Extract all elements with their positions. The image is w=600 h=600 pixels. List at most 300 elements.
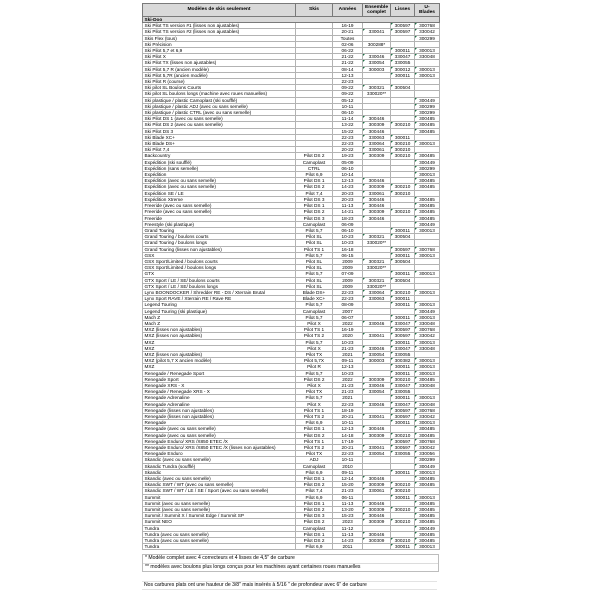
cell-ublades[interactable]: 300013 — [415, 339, 440, 345]
cell-runners[interactable]: 300011 — [391, 227, 415, 233]
cell-kit[interactable]: 300288* — [363, 41, 391, 47]
cell-runners[interactable]: 300011 — [391, 72, 415, 78]
cell-ublades[interactable]: 300485 — [415, 482, 440, 488]
cell-model[interactable]: Renegade Adrenaline — [143, 395, 296, 401]
cell-years[interactable]: 22-23 — [333, 141, 363, 147]
cell-model[interactable]: Renegade XRS - X — [143, 382, 296, 388]
cell-model[interactable]: Ski Pilot TS version #1 (lisses non ajustables) — [143, 23, 296, 29]
cell-runners[interactable]: 300382 — [391, 358, 415, 364]
cell-ublades[interactable]: 300013 — [415, 420, 440, 426]
cell-ski[interactable]: Pilot 5,7 — [296, 252, 333, 258]
cell-model[interactable]: Mach Z — [143, 314, 296, 320]
cell-years[interactable]: 11-12 — [333, 525, 363, 531]
cell-ski[interactable]: Pilot DS 2 — [296, 432, 333, 438]
cell-ublades[interactable]: 330042 — [415, 445, 440, 451]
cell-runners[interactable]: 300011 — [391, 339, 415, 345]
cell-ski[interactable]: Pilot TX — [296, 389, 333, 395]
cell-years[interactable]: 2011 — [333, 544, 363, 550]
cell-years[interactable]: 06-07 — [333, 314, 363, 320]
cell-years[interactable]: 19-23 — [333, 153, 363, 159]
cell-ski[interactable]: Pilot TS 1 — [296, 407, 333, 413]
cell-model[interactable]: GTX — [143, 271, 296, 277]
cell-ski[interactable]: Pilot DS 1 — [296, 500, 333, 506]
cell-years[interactable]: 2009 — [333, 277, 363, 283]
cell-years[interactable]: 2009 — [333, 283, 363, 289]
cell-kit[interactable]: 330064 — [363, 141, 391, 147]
cell-runners[interactable]: 300011 — [391, 395, 415, 401]
cell-model[interactable]: Mach Z — [143, 320, 296, 326]
column-header-years[interactable]: Années — [333, 4, 363, 17]
cell-ublades[interactable]: 300768 — [415, 23, 440, 29]
cell-years[interactable]: 06-10 — [333, 165, 363, 171]
cell-years[interactable]: 15-20 — [333, 482, 363, 488]
cell-runners[interactable]: 300011 — [391, 469, 415, 475]
cell-years[interactable]: 17-19 — [333, 438, 363, 444]
cell-years[interactable]: 10-23 — [333, 234, 363, 240]
cell-kit[interactable]: 300446 — [363, 178, 391, 184]
cell-model[interactable]: Summit (avec ou sans semelle) — [143, 507, 296, 513]
cell-ublades[interactable]: 300013 — [415, 172, 440, 178]
cell-runners[interactable]: 330047 — [391, 54, 415, 60]
cell-ublades[interactable]: 300013 — [415, 271, 440, 277]
cell-years[interactable]: 22-23 — [333, 289, 363, 295]
cell-ublades[interactable]: 300485 — [415, 153, 440, 159]
cell-model[interactable]: Expédition SE / LE — [143, 190, 296, 196]
cell-years[interactable]: 10-11 — [333, 457, 363, 463]
cell-model[interactable]: MXZ (lisses non ajustables) — [143, 333, 296, 339]
cell-ublades[interactable]: 300485 — [415, 196, 440, 202]
cell-kit[interactable]: 300309 — [363, 153, 391, 159]
cell-model[interactable]: Expédition — [143, 172, 296, 178]
cell-runners[interactable]: 300210 — [391, 488, 415, 494]
cell-ublades[interactable]: 300768 — [415, 327, 440, 333]
cell-runners[interactable]: 300011 — [391, 302, 415, 308]
cell-years[interactable]: 10-11 — [333, 420, 363, 426]
cell-ski[interactable]: Pilot SL — [296, 240, 333, 246]
cell-model[interactable]: Grand Touring / boulons longs — [143, 240, 296, 246]
cell-model[interactable]: Ski Précision — [143, 41, 296, 47]
cell-kit[interactable]: 330061 — [363, 190, 391, 196]
cell-model[interactable]: Skandic (avec ou sans semelle) — [143, 476, 296, 482]
cell-years[interactable]: 02-06 — [333, 41, 363, 47]
cell-model[interactable]: Ski Pilot R (course) — [143, 79, 296, 85]
cell-ski[interactable]: Pilot TS 1 — [296, 438, 333, 444]
cell-kit[interactable]: 300309 — [363, 122, 391, 128]
cell-model[interactable]: Skandic SWT / WT (avec ou sans semelle) — [143, 482, 296, 488]
cell-model[interactable]: Freeride (avec ou sans semelle) — [143, 209, 296, 215]
cell-ski[interactable]: Pilot TS 2 — [296, 445, 333, 451]
cell-years[interactable]: 22-23 — [333, 134, 363, 140]
cell-model[interactable]: Skandic (avec ou sans semelle) — [143, 457, 296, 463]
cell-years[interactable]: 12-13 — [333, 178, 363, 184]
cell-ublades[interactable]: 300485 — [415, 209, 440, 215]
cell-runners[interactable]: 300210 — [391, 122, 415, 128]
cell-ski[interactable]: Pilot 7,4 — [296, 190, 333, 196]
cell-ski[interactable]: Pilot 6,9 — [296, 544, 333, 550]
cell-model[interactable]: Tundra (avec ou sans semelle) — [143, 531, 296, 537]
cell-runners[interactable]: 300504 — [391, 234, 415, 240]
cell-ski[interactable]: Pilot DS 2 — [296, 519, 333, 525]
cell-years[interactable]: Toutes — [333, 35, 363, 41]
cell-ublades[interactable]: 330048 — [415, 320, 440, 326]
cell-model[interactable]: Ski Pilot TX (lisses non ajustables) — [143, 60, 296, 66]
cell-years[interactable]: 09-22 — [333, 85, 363, 91]
cell-runners[interactable]: 300011 — [391, 134, 415, 140]
cell-ski[interactable]: Pilot TX — [296, 451, 333, 457]
cell-runners[interactable]: 300597 — [391, 23, 415, 29]
cell-ski[interactable]: CTRL — [296, 165, 333, 171]
cell-ski[interactable]: Pilot X — [296, 401, 333, 407]
cell-ski[interactable]: Pilot DS 2 — [296, 482, 333, 488]
cell-years[interactable]: 05-09 — [333, 159, 363, 165]
cell-ublades[interactable]: 300013 — [415, 544, 440, 550]
cell-ublades[interactable]: 300449 — [415, 221, 440, 227]
cell-kit[interactable]: 300446 — [363, 513, 391, 519]
cell-kit[interactable]: 330046 — [363, 320, 391, 326]
cell-years[interactable]: 10-11 — [333, 103, 363, 109]
cell-ublades[interactable]: 300299 — [415, 103, 440, 109]
cell-ublades[interactable]: 300485 — [415, 128, 440, 134]
cell-years[interactable]: 12-14 — [333, 476, 363, 482]
cell-runners[interactable]: 300210 — [391, 507, 415, 513]
cell-model[interactable]: Ski Pilot 5,7 et 6,9 — [143, 48, 296, 54]
cell-runners[interactable]: 300011 — [391, 296, 415, 302]
cell-ublades[interactable]: 330048 — [415, 345, 440, 351]
cell-ublades[interactable]: 300485 — [415, 538, 440, 544]
cell-kit[interactable]: 300446 — [363, 203, 391, 209]
cell-kit[interactable]: 300446 — [363, 426, 391, 432]
cell-model[interactable]: Skandic SWT / WT / LE / SE / Sport (avec ou sans semelle) — [143, 488, 296, 494]
cell-years[interactable]: 20-21 — [333, 414, 363, 420]
column-header-model[interactable]: Modèles de skis seulement — [143, 4, 296, 17]
cell-kit[interactable]: 330064 — [363, 289, 391, 295]
cell-ski[interactable]: Pilot 5,7 — [296, 271, 333, 277]
cell-runners[interactable]: 300012 — [391, 66, 415, 72]
cell-model[interactable]: Renegade (lisses non ajustables) — [143, 407, 296, 413]
cell-ski[interactable]: ADJ — [296, 457, 333, 463]
cell-model[interactable]: Grand Touring (lisses non ajustables) — [143, 246, 296, 252]
cell-kit[interactable]: 300321 — [363, 277, 391, 283]
cell-model[interactable]: Renegade Sport — [143, 376, 296, 382]
cell-model[interactable]: Ski Pilot DS 1 (avec ou sans semelle) — [143, 116, 296, 122]
cell-kit[interactable]: 330054 — [363, 60, 391, 66]
cell-ublades[interactable]: 300449 — [415, 463, 440, 469]
cell-runners[interactable]: 300210 — [391, 209, 415, 215]
cell-kit[interactable]: 330041 — [363, 29, 391, 35]
cell-model[interactable]: Ski Pilot 5,7 R (ancien modèle) — [143, 66, 296, 72]
cell-ski[interactable]: Pilot DS 2 — [296, 153, 333, 159]
cell-ski[interactable]: Pilot DS 1 — [296, 476, 333, 482]
cell-runners[interactable]: 300597 — [391, 333, 415, 339]
cell-kit[interactable]: 300321 — [363, 234, 391, 240]
cell-model[interactable]: MXZ — [143, 345, 296, 351]
cell-ski[interactable]: Pilot TS 2 — [296, 333, 333, 339]
cell-model[interactable]: Freeride (avec ou sans semelle) — [143, 203, 296, 209]
cell-runners[interactable]: 300504 — [391, 258, 415, 264]
cell-ublades[interactable]: 300013 — [415, 364, 440, 370]
cell-model[interactable]: GTX Sport / LE / SE/ boulons longs — [143, 283, 296, 289]
cell-years[interactable]: 13-20 — [333, 507, 363, 513]
cell-runners[interactable]: 300011 — [391, 364, 415, 370]
cell-model[interactable]: Lynx Sport RAVE / Xterrain RE / Rave RE — [143, 296, 296, 302]
cell-ski[interactable]: Pilot DS 2 — [296, 538, 333, 544]
cell-ski[interactable]: Pilot 6,9 — [296, 469, 333, 475]
cell-kit[interactable]: 300309 — [363, 209, 391, 215]
cell-runners[interactable]: 300011 — [391, 370, 415, 376]
cell-years[interactable]: 16-19 — [333, 327, 363, 333]
cell-ublades[interactable]: 300013 — [415, 289, 440, 295]
cell-ski[interactable]: Pilot SL — [296, 265, 333, 271]
cell-ublades[interactable]: 300013 — [415, 66, 440, 72]
cell-ski[interactable]: Pilot 5,7 — [296, 314, 333, 320]
cell-ublades[interactable]: 300449 — [415, 308, 440, 314]
cell-years[interactable]: 21-22 — [333, 54, 363, 60]
cell-ski[interactable]: Pilot DS 1 — [296, 178, 333, 184]
cell-years[interactable]: 2007 — [333, 308, 363, 314]
cell-ublades[interactable]: 330048 — [415, 382, 440, 388]
cell-model[interactable]: Ski Pilot DS 2 (avec ou sans semelle) — [143, 122, 296, 128]
cell-model[interactable]: Summit / Summit X / Summit Edge / Summit SP — [143, 513, 296, 519]
cell-ski[interactable]: Pilot 5,7 — [296, 227, 333, 233]
cell-years[interactable]: 2021 — [333, 395, 363, 401]
cell-years[interactable]: 18-19 — [333, 407, 363, 413]
cell-ski[interactable]: Pilot 6,9 — [296, 172, 333, 178]
cell-ski[interactable]: Pilot SL — [296, 283, 333, 289]
cell-years[interactable]: 20-23 — [333, 196, 363, 202]
cell-years[interactable]: 2009 — [333, 265, 363, 271]
cell-ski[interactable]: Pilot X — [296, 320, 333, 326]
cell-years[interactable]: 11-13 — [333, 531, 363, 537]
cell-ublades[interactable]: 300485 — [415, 116, 440, 122]
cell-kit[interactable]: 300309 — [363, 432, 391, 438]
cell-runners[interactable]: 300210 — [391, 482, 415, 488]
cell-kit[interactable]: 300446 — [363, 476, 391, 482]
cell-years[interactable]: 14-23 — [333, 184, 363, 190]
cell-ski[interactable]: Pilot DS 3 — [296, 196, 333, 202]
cell-ski[interactable]: Pilot SL — [296, 234, 333, 240]
cell-runners[interactable]: 300210 — [391, 376, 415, 382]
cell-kit[interactable]: 300321 — [363, 258, 391, 264]
cell-ski[interactable]: Pilot 5,7 — [296, 370, 333, 376]
section-label[interactable]: Ski-Doo — [143, 17, 440, 23]
cell-kit[interactable]: 300446 — [363, 531, 391, 537]
cell-kit[interactable]: 330061 — [363, 147, 391, 153]
column-header-ski[interactable]: Skis — [296, 4, 333, 17]
cell-ublades[interactable]: 300485 — [415, 500, 440, 506]
cell-years[interactable]: 2022 — [333, 376, 363, 382]
cell-ublades[interactable]: 300299 — [415, 457, 440, 463]
cell-runners[interactable]: 330047 — [391, 382, 415, 388]
cell-kit[interactable]: 300321 — [363, 85, 391, 91]
cell-model[interactable]: Skis Flex (tous) — [143, 35, 296, 41]
cell-ublades[interactable]: 300768 — [415, 407, 440, 413]
cell-years[interactable]: 06-10 — [333, 227, 363, 233]
cell-model[interactable]: Skandic Tundra (soufflé) — [143, 463, 296, 469]
cell-ublades[interactable]: 300485 — [415, 178, 440, 184]
cell-years[interactable]: 06-22 — [333, 48, 363, 54]
cell-runners[interactable]: 330047 — [391, 401, 415, 407]
cell-ublades[interactable]: 300013 — [415, 302, 440, 308]
cell-years[interactable]: 22-23 — [333, 451, 363, 457]
cell-years[interactable]: 16-18 — [333, 246, 363, 252]
cell-ublades[interactable]: 300485 — [415, 122, 440, 128]
cell-model[interactable]: Ski Pilot DS 3 — [143, 128, 296, 134]
cell-kit[interactable]: 300309 — [363, 538, 391, 544]
cell-model[interactable]: Ski pilot SL boulons longs (machine avec roues manuelles) — [143, 91, 296, 97]
cell-runners[interactable]: 300504 — [391, 277, 415, 283]
cell-ublades[interactable]: 330042 — [415, 29, 440, 35]
cell-years[interactable]: 21-23 — [333, 488, 363, 494]
cell-ski[interactable]: Pilot 6,9 — [296, 420, 333, 426]
cell-ublades[interactable]: 300013 — [415, 314, 440, 320]
cell-kit[interactable]: 330046 — [363, 54, 391, 60]
cell-ski[interactable]: Pilot X — [296, 382, 333, 388]
cell-ublades[interactable]: 300299 — [415, 110, 440, 116]
cell-model[interactable]: Ski pilot SL Boulons Courts — [143, 85, 296, 91]
cell-ublades[interactable]: 300485 — [415, 476, 440, 482]
cell-runners[interactable]: 300210 — [391, 289, 415, 295]
cell-runners[interactable]: 330055 — [391, 60, 415, 66]
cell-kit[interactable]: 330020** — [363, 283, 391, 289]
cell-kit[interactable]: 330046 — [363, 345, 391, 351]
cell-years[interactable]: 15-22 — [333, 128, 363, 134]
cell-model[interactable]: MXZ (lisses non ajustables) — [143, 351, 296, 357]
cell-model[interactable]: Ski plastique / plastic CTRL (avec ou sans semelle) — [143, 110, 296, 116]
cell-runners[interactable]: 300210 — [391, 153, 415, 159]
cell-model[interactable]: Lynx BOONDOCKER / Shredder RE - DS / Xterrain Brutal — [143, 289, 296, 295]
cell-ublades[interactable]: 300013 — [415, 494, 440, 500]
cell-ski[interactable]: Pilot 6,9 — [296, 494, 333, 500]
cell-kit[interactable]: 300446 — [363, 116, 391, 122]
cell-kit[interactable]: 330041 — [363, 445, 391, 451]
cell-ublades[interactable]: 300013 — [415, 48, 440, 54]
cell-kit[interactable]: 300446 — [363, 215, 391, 221]
cell-runners[interactable]: 300597 — [391, 445, 415, 451]
cell-runners[interactable]: 300210 — [391, 519, 415, 525]
cell-kit[interactable]: 330046 — [363, 401, 391, 407]
cell-years[interactable]: 21-23 — [333, 382, 363, 388]
cell-years[interactable]: 12-13 — [333, 364, 363, 370]
cell-runners[interactable]: 330047 — [391, 345, 415, 351]
cell-years[interactable]: 22-23 — [333, 79, 363, 85]
cell-runners[interactable]: 300597 — [391, 407, 415, 413]
cell-runners[interactable]: 300011 — [391, 544, 415, 550]
cell-ublades[interactable]: 300485 — [415, 203, 440, 209]
cell-ski[interactable]: Pilot TS 2 — [296, 414, 333, 420]
cell-years[interactable]: 2022 — [333, 320, 363, 326]
cell-model[interactable]: Renegade Adrenaline — [143, 401, 296, 407]
cell-model[interactable]: MXZ (pilot 5,7 X ancien modèle) — [143, 358, 296, 364]
cell-years[interactable]: 12-13 — [333, 426, 363, 432]
cell-model[interactable]: MXZ — [143, 339, 296, 345]
cell-years[interactable]: 2010 — [333, 463, 363, 469]
cell-kit[interactable] — [363, 544, 391, 550]
cell-ski[interactable]: Blade DS+ — [296, 289, 333, 295]
cell-ski[interactable]: Pilot TX — [296, 351, 333, 357]
cell-ski[interactable]: Camoplast — [296, 525, 333, 531]
cell-model[interactable]: Expédition (avec ou sans semelle) — [143, 184, 296, 190]
cell-years[interactable]: 09-22 — [333, 91, 363, 97]
cell-runners[interactable]: 300011 — [391, 271, 415, 277]
column-header-runners[interactable]: Lisses — [391, 4, 415, 17]
cell-runners[interactable]: 300597 — [391, 246, 415, 252]
cell-ski[interactable]: Pilot DS 2 — [296, 209, 333, 215]
cell-years[interactable]: 11-14 — [333, 116, 363, 122]
cell-years[interactable]: 2023 — [333, 519, 363, 525]
cell-years[interactable]: 21-23 — [333, 389, 363, 395]
cell-years[interactable]: 16-19 — [333, 23, 363, 29]
cell-ublades[interactable]: 300013 — [415, 370, 440, 376]
cell-years[interactable]: 18-23 — [333, 215, 363, 221]
cell-kit[interactable]: 330020** — [363, 265, 391, 271]
cell-kit[interactable]: 330063 — [363, 296, 391, 302]
cell-kit[interactable]: 330041 — [363, 414, 391, 420]
cell-ski[interactable]: Camoplast — [296, 463, 333, 469]
cell-model[interactable]: Renegade / Renegade Sport — [143, 370, 296, 376]
cell-years[interactable]: 14-23 — [333, 538, 363, 544]
cell-years[interactable]: 12-13 — [333, 72, 363, 78]
cell-model[interactable]: Renegade — [143, 420, 296, 426]
cell-ski[interactable]: Pilot X — [296, 345, 333, 351]
cell-ski[interactable]: Blade XC+ — [296, 296, 333, 302]
cell-years[interactable]: 11-13 — [333, 500, 363, 506]
cell-model[interactable]: Expédition (avec ou sans semelle) — [143, 178, 296, 184]
cell-ski[interactable]: Pilot DS 1 — [296, 426, 333, 432]
cell-kit[interactable]: 330054 — [363, 389, 391, 395]
cell-runners[interactable]: 300011 — [391, 420, 415, 426]
cell-ublades[interactable]: 300013 — [415, 141, 440, 147]
cell-model[interactable]: Skandic — [143, 469, 296, 475]
cell-model[interactable]: Tundra (avec ou sans semelle) — [143, 538, 296, 544]
cell-ublades[interactable]: 300013 — [415, 252, 440, 258]
cell-ski[interactable]: Pilot 5,7X — [296, 358, 333, 364]
cell-ublades[interactable]: 300485 — [415, 432, 440, 438]
cell-model[interactable]: Renegade (lisses non ajustables) — [143, 414, 296, 420]
column-header-kit[interactable]: Ensemble complet — [363, 4, 391, 17]
cell-years[interactable]: 08-09 — [333, 302, 363, 308]
cell-model[interactable]: Ski Pilot X — [143, 54, 296, 60]
cell-model[interactable]: Freestyle (ski plastique) — [143, 221, 296, 227]
cell-ublades[interactable]: 300485 — [415, 513, 440, 519]
cell-years[interactable]: 2009 — [333, 258, 363, 264]
cell-ski[interactable]: Pilot 7,4 — [296, 488, 333, 494]
cell-runners[interactable]: 300597 — [391, 327, 415, 333]
cell-ublades[interactable]: 300485 — [415, 519, 440, 525]
cell-ski[interactable]: Pilot SL — [296, 277, 333, 283]
cell-years[interactable]: 06-09 — [333, 221, 363, 227]
cell-model[interactable]: Ski Blade DS+ — [143, 141, 296, 147]
cell-years[interactable]: 20-23 — [333, 190, 363, 196]
cell-years[interactable]: 11-13 — [333, 203, 363, 209]
cell-years[interactable]: 15-23 — [333, 513, 363, 519]
cell-years[interactable]: 05-12 — [333, 97, 363, 103]
cell-ublades[interactable]: 330042 — [415, 333, 440, 339]
cell-runners[interactable]: 300011 — [391, 494, 415, 500]
cell-model[interactable]: Grand Touring — [143, 227, 296, 233]
cell-ski[interactable]: Pilot DS 2 — [296, 184, 333, 190]
cell-ski[interactable]: Pilot DS 1 — [296, 203, 333, 209]
cell-runners[interactable]: 300210 — [391, 184, 415, 190]
cell-runners[interactable]: 300504 — [391, 85, 415, 91]
cell-ski[interactable]: Pilot R — [296, 364, 333, 370]
cell-years[interactable]: 2020 — [333, 333, 363, 339]
cell-model[interactable]: Renegade Enduro/ XRS /X850 ETEC /X — [143, 438, 296, 444]
cell-runners[interactable]: 300597 — [391, 29, 415, 35]
cell-kit[interactable]: 330063 — [363, 134, 391, 140]
cell-ski[interactable]: Camoplast — [296, 159, 333, 165]
cell-years[interactable]: 06-10 — [333, 110, 363, 116]
cell-model[interactable]: MXZ — [143, 364, 296, 370]
